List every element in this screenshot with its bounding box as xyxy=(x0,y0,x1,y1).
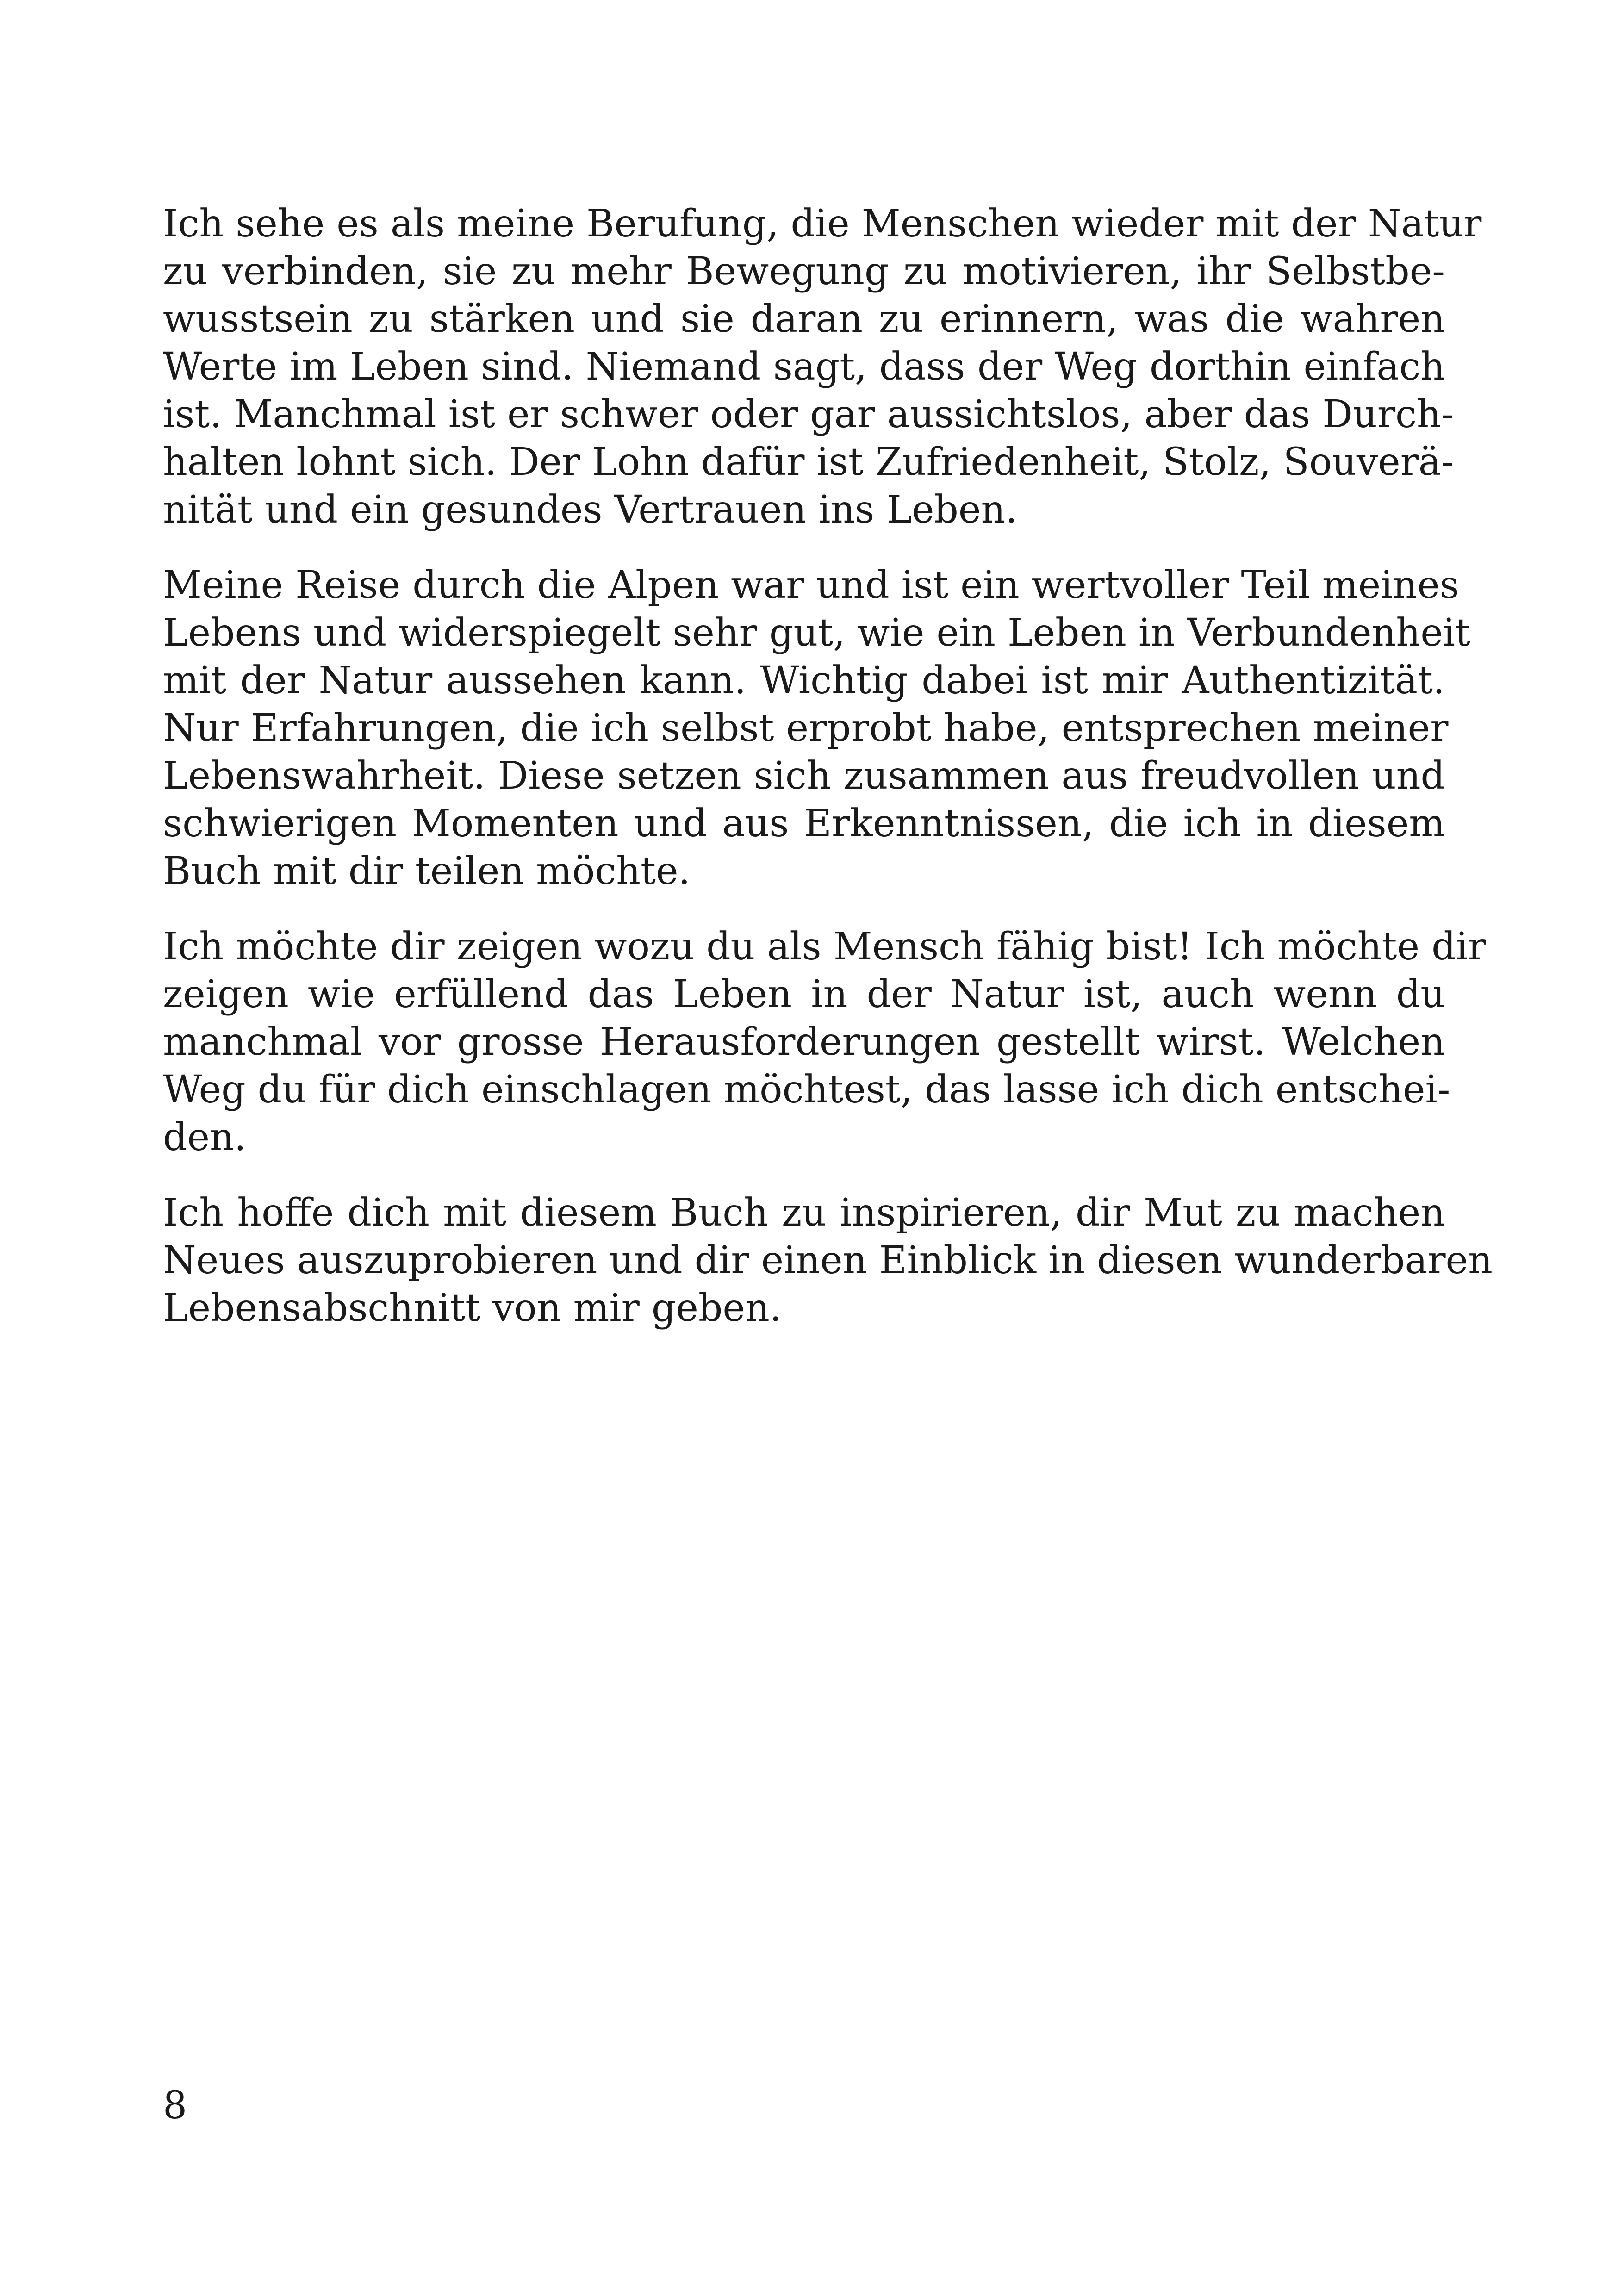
text-line: den. xyxy=(163,1115,246,1159)
text-line: mit der Natur aussehen kann. Wichtig dabei ist mir Authentizität. xyxy=(163,659,1445,703)
page-number: 8 xyxy=(163,2084,187,2128)
text-line: Ich hoffe dich mit diesem Buch zu inspirieren, dir Mut zu machen xyxy=(163,1191,1445,1235)
paragraph-4 xyxy=(163,1189,1493,1332)
text-line: Nur Erfahrungen, die ich selbst erprobt habe, entsprechen meiner xyxy=(163,706,1449,750)
text-line: Werte im Leben sind. Niemand sagt, dass der Weg dorthin einfach xyxy=(163,345,1445,389)
text-line: Lebensabschnitt von mir geben. xyxy=(163,1286,782,1330)
text-line: nität und ein gesundes Vertrauen ins Leben. xyxy=(163,488,1018,532)
paragraph-3 xyxy=(163,923,1486,1161)
text-line: Ich sehe es als meine Berufung, die Menschen wieder mit der Natur xyxy=(163,202,1482,246)
text-line: Lebenswahrheit. Diese setzen sich zusammen aus freudvollen und xyxy=(163,754,1445,798)
text-line: zu verbinden, sie zu mehr Bewegung zu motivieren, ihr Selbstbe- xyxy=(163,249,1445,293)
text-line: Lebens und widerspiegelt sehr gut, wie ein Leben in Verbundenheit xyxy=(163,611,1470,655)
paragraph-1 xyxy=(163,200,1482,534)
text-line: Ich möchte dir zeigen wozu du als Mensch fähig bist! Ich möchte dir xyxy=(163,925,1486,969)
text-line: Meine Reise durch die Alpen war und ist ein wertvoller Teil meines xyxy=(163,563,1459,607)
paragraph-2 xyxy=(163,561,1470,895)
text-line: wusstsein zu stärken und sie daran zu erinnern, was die wahren xyxy=(163,297,1445,341)
text-line: halten lohnt sich. Der Lohn dafür ist Zufriedenheit, Stolz, Souverä- xyxy=(163,440,1454,484)
body-text xyxy=(163,200,1493,1360)
text-line: schwierigen Momenten und aus Erkenntnissen, die ich in diesem xyxy=(163,802,1445,846)
text-line: zeigen wie erfüllend das Leben in der Natur ist, auch wenn du xyxy=(163,972,1445,1016)
text-line: ist. Manchmal ist er schwer oder gar aussichtslos, aber das Durch- xyxy=(163,392,1454,436)
text-line: Neues auszuprobieren und dir einen Einblick in diesen wunderbaren xyxy=(163,1238,1493,1282)
text-line: Weg du für dich einschlagen möchtest, das lasse ich dich entschei- xyxy=(163,1068,1450,1112)
text-line: Buch mit dir teilen möchte. xyxy=(163,849,691,893)
text-line: manchmal vor grosse Herausforderungen gestellt wirst. Welchen xyxy=(163,1020,1445,1064)
